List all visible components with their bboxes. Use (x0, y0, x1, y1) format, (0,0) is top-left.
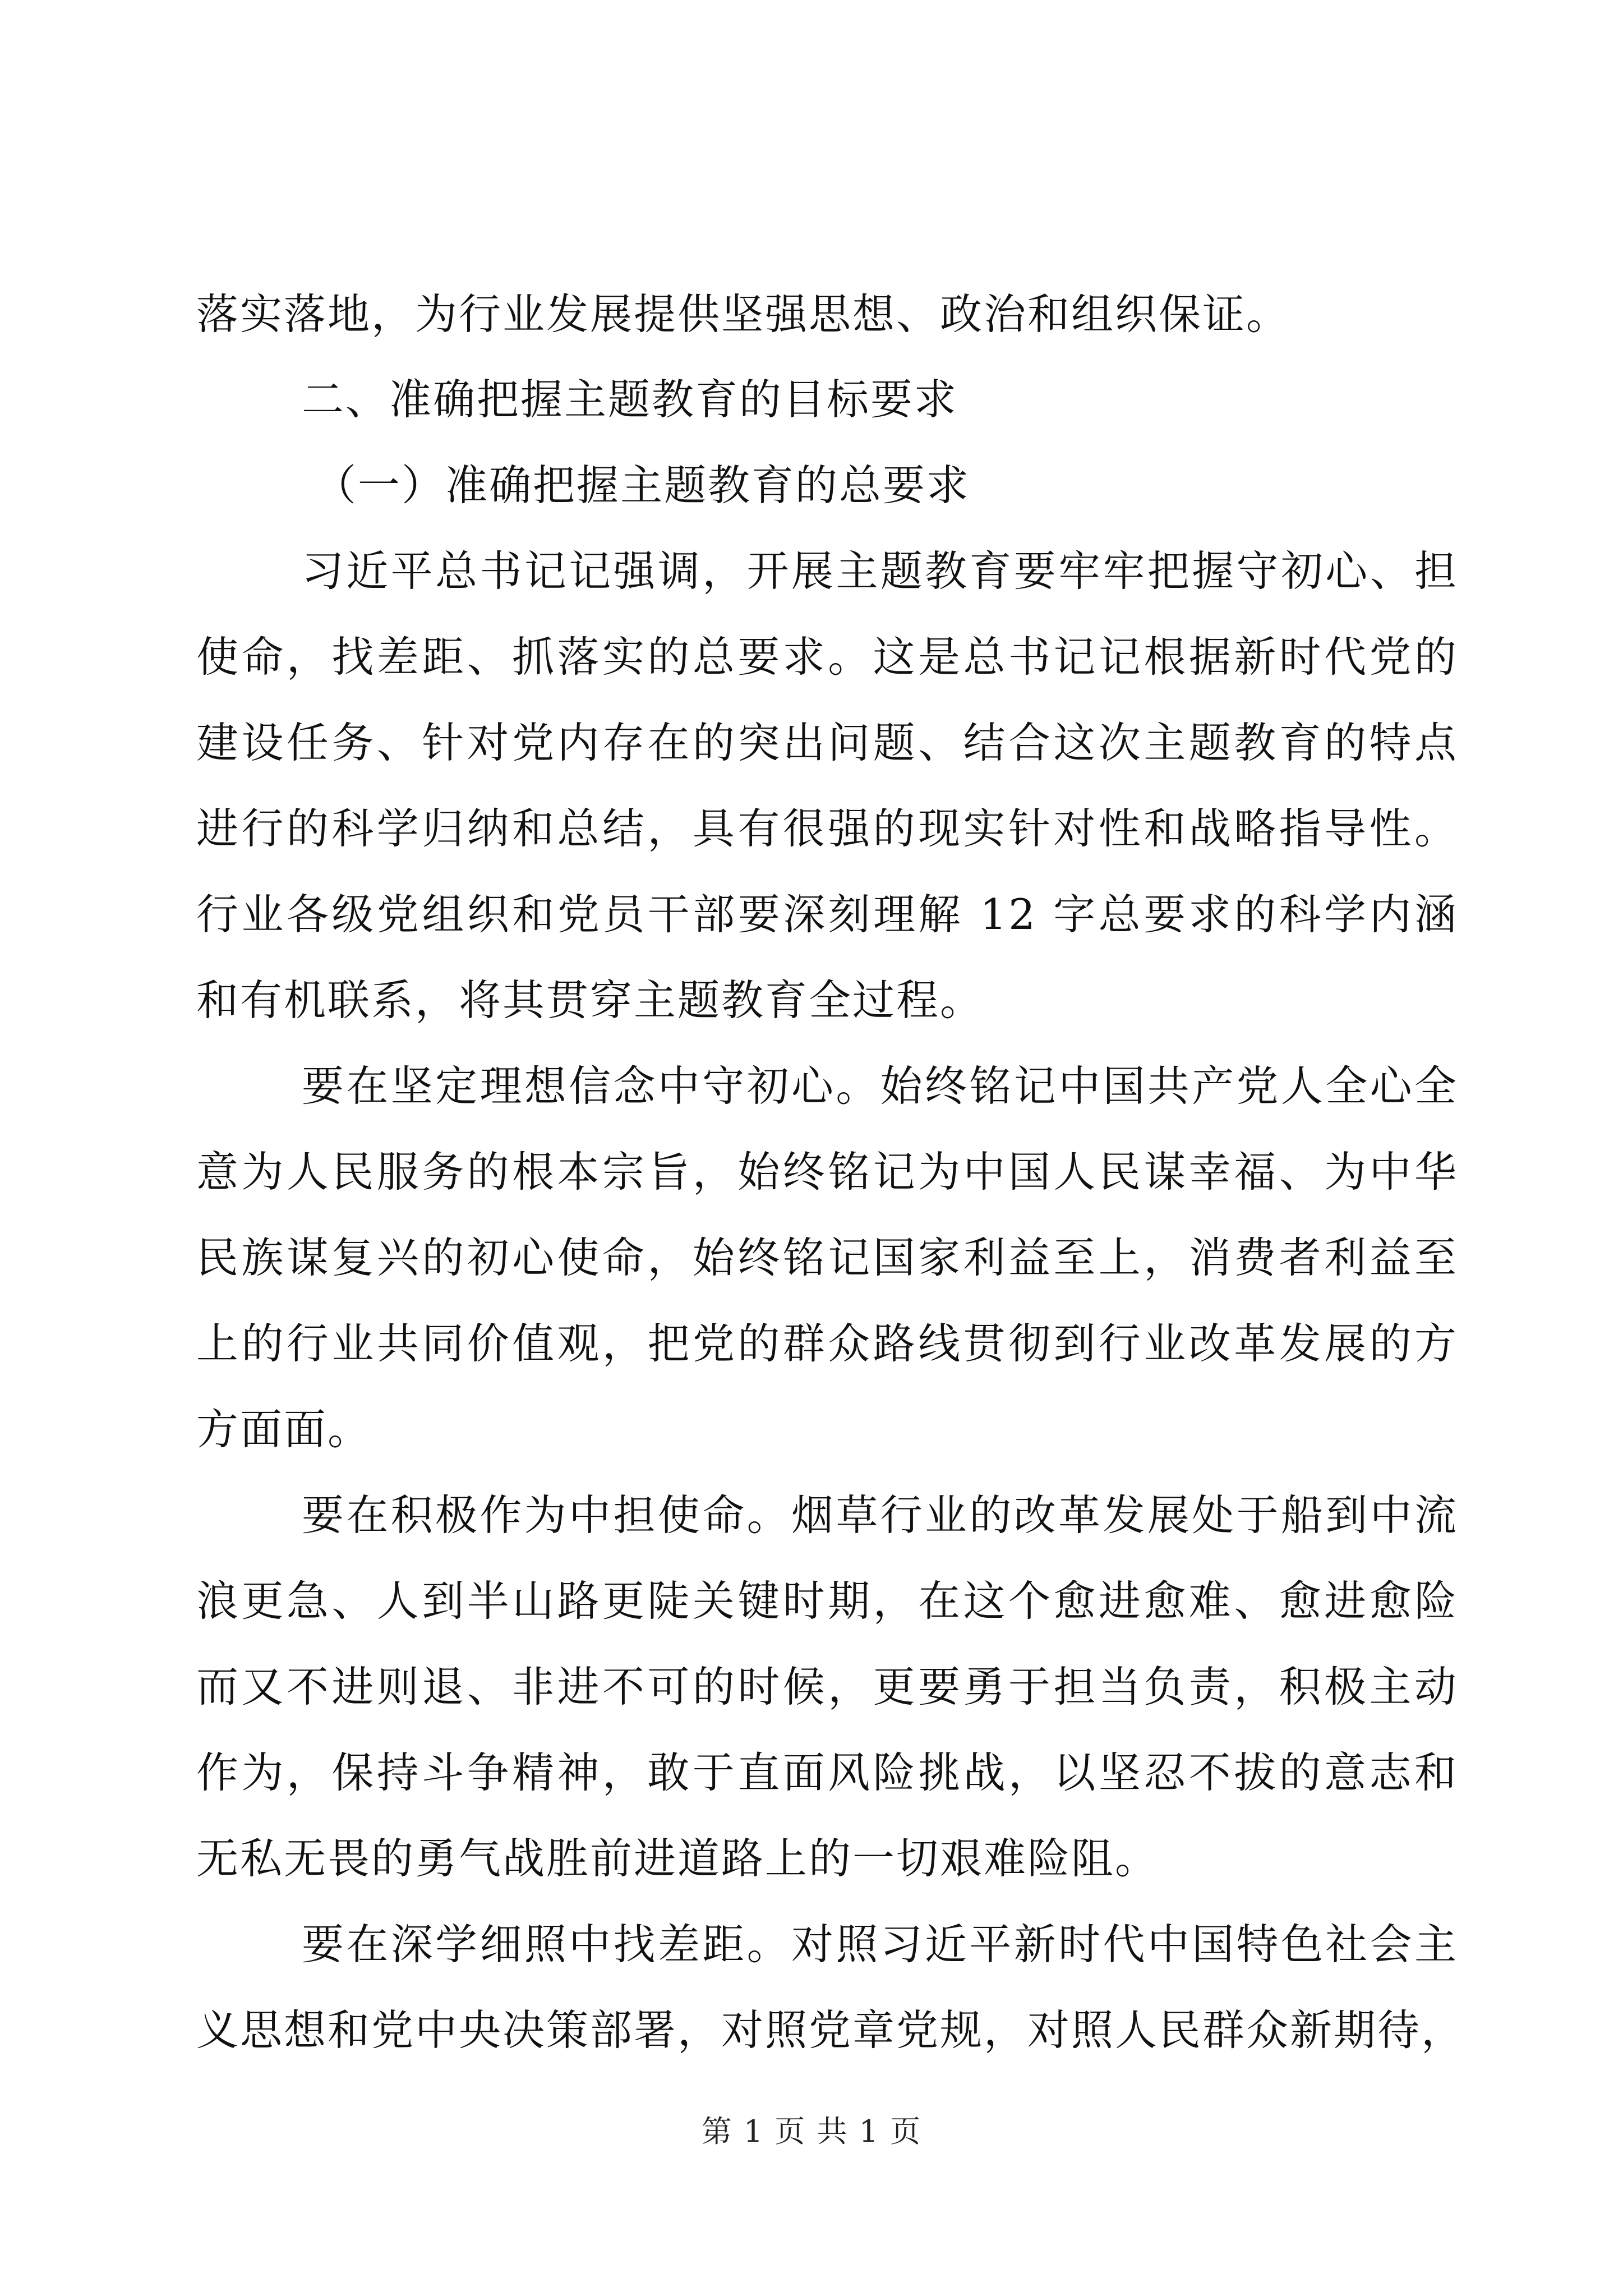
body-line: 民族谋复兴的初心使命，始终铭记国家利益至上，消费者利益至 (196, 1233, 1458, 1282)
body-line: 使命，找差距、抓落实的总要求。这是总书记记根据新时代党的 (196, 632, 1458, 682)
body-line: 浪更急、人到半山路更陡关键时期，在这个愈进愈难、愈进愈险 (196, 1576, 1458, 1626)
body-line: 落实落地，为行业发展提供坚强思想、政治和组织保证。 (196, 289, 1290, 339)
subsection-heading: （一）准确把握主题教育的总要求 (314, 461, 971, 510)
body-line: 要在积极作为中担使命。烟草行业的改革发展处于船到中流 (302, 1490, 1458, 1540)
body-line: 建设任务、针对党内存在的突出问题、结合这次主题教育的特点 (196, 718, 1458, 767)
body-line: 上的行业共同价值观，把党的群众路线贯彻到行业改革发展的方 (196, 1319, 1458, 1368)
body-line: 习近平总书记记强调，开展主题教育要牢牢把握守初心、担 (302, 546, 1458, 596)
page-number-footer: 第 1 页 共 1 页 (701, 2114, 922, 2149)
section-heading: 二、准确把握主题教育的目标要求 (302, 375, 958, 424)
body-line: 要在深学细照中找差距。对照习近平新时代中国特色社会主 (302, 1920, 1458, 1969)
body-line: 作为，保持斗争精神，敢于直面风险挑战，以坚忍不拔的意志和 (196, 1748, 1458, 1797)
body-line: 要在坚定理想信念中守初心。始终铭记中国共产党人全心全 (302, 1061, 1458, 1111)
body-line: 进行的科学归纳和总结，具有很强的现实针对性和战略指导性。 (196, 804, 1458, 853)
body-line: 和有机联系，将其贯穿主题教育全过程。 (196, 976, 984, 1025)
body-line: 方面面。 (196, 1405, 372, 1454)
body-line: 义思想和党中央决策部署，对照党章党规，对照人民群众新期待， (196, 2005, 1465, 2055)
body-line: 意为人民服务的根本宗旨，始终铭记为中国人民谋幸福、为中华 (196, 1147, 1458, 1197)
body-line: 无私无畏的勇气战胜前进道路上的一切艰难险阻。 (196, 1834, 1159, 1883)
body-line: 而又不进则退、非进不可的时候，更要勇于担当负责，积极主动 (196, 1662, 1458, 1711)
body-line: 行业各级党组织和党员干部要深刻理解 12 字总要求的科学内涵 (196, 890, 1458, 939)
